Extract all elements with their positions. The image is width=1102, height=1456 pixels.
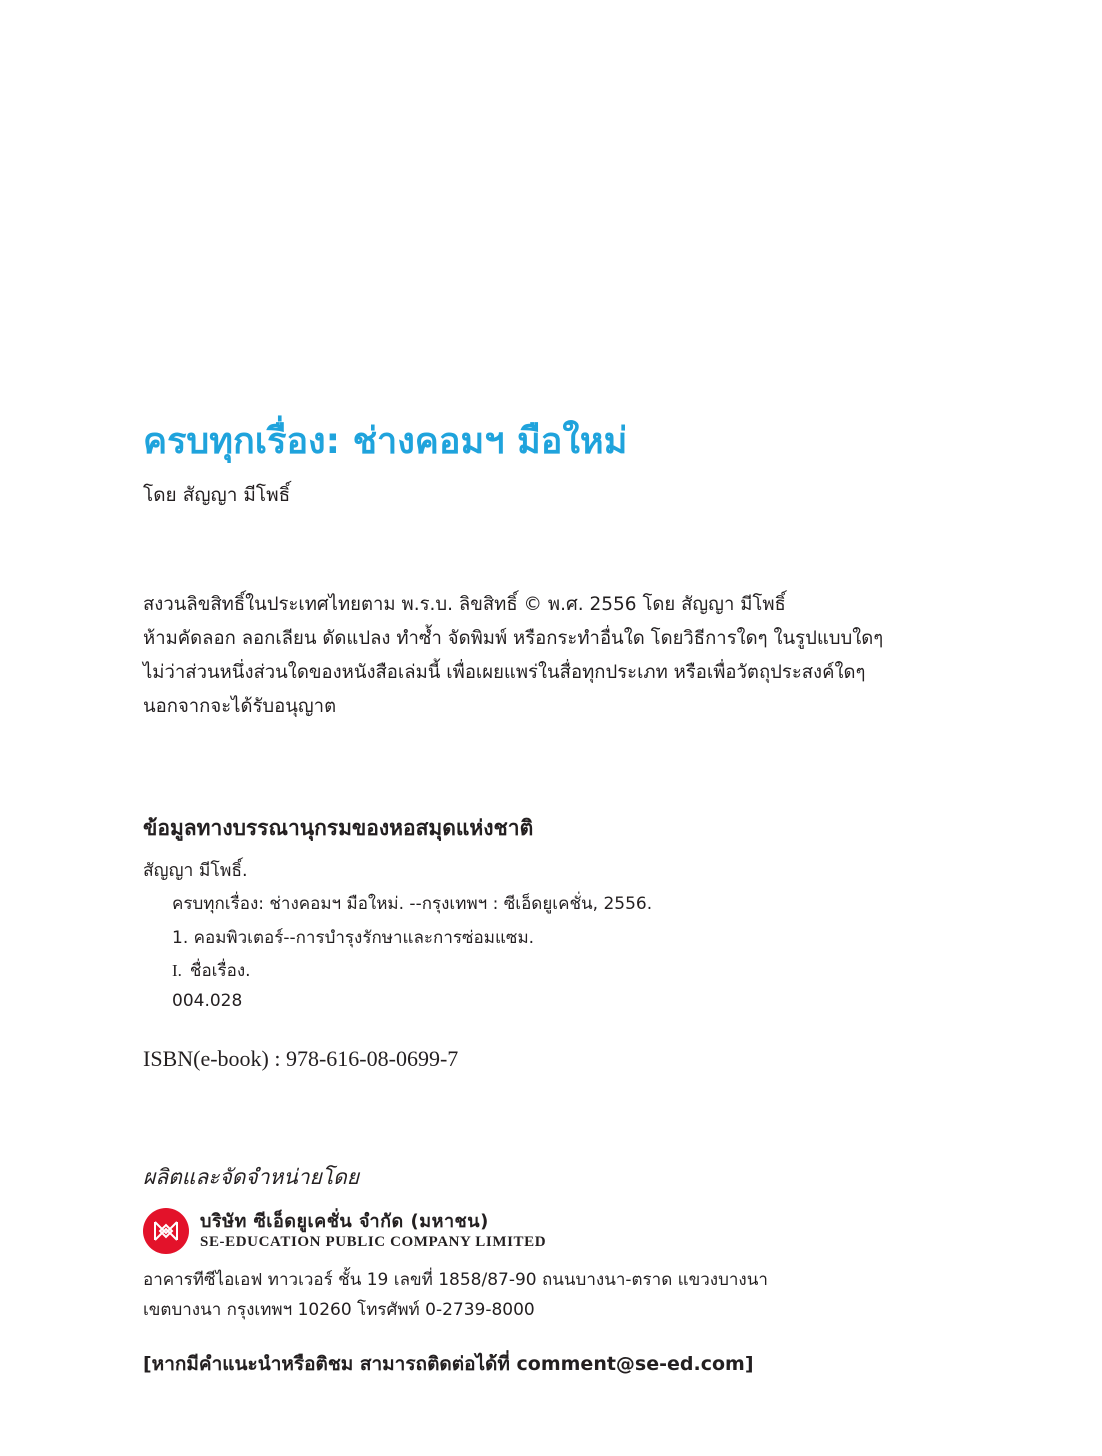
copyright-notice [143,588,883,724]
catalog-classification: 004.028 [172,991,243,1011]
book-title: ครบทุกเรื่อง: ช่างคอมฯ มือใหม่ [143,421,628,462]
catalog-author: สัญญา มีโพธิ์. [143,861,248,881]
copyright-line: นอกจากจะได้รับอนุญาต [143,696,337,717]
isbn: ISBN(e-book) : 978-616-08-0699-7 [143,1046,459,1071]
catalog-title-index [172,957,251,984]
copyright-line: สงวนลิขสิทธิ์ในประเทศไทยตาม พ.ร.บ. ลิขสิทธิ์ © พ.ศ. 2556 โดย สัญญา มีโพธิ์ [143,594,786,615]
catalog-subject: 1. คอมพิวเตอร์--การบำรุงรักษาและการซ่อมแซม. [172,928,535,948]
copyright-line: ไม่ว่าส่วนหนึ่งส่วนใดของหนังสือเล่มนี้ เพื่อเผยแพร่ในสื่อทุกประเภท หรือเพื่อวัตถุประสงค์ใดๆ [143,662,866,683]
publisher-address [143,1265,768,1325]
catalog-title-index-label: ชื่อเรื่อง. [189,961,251,981]
catalog-roman-numeral: I. [172,961,182,980]
catalog-title-entry: ครบทุกเรื่อง: ช่างคอมฯ มือใหม่. --กรุงเทพฯ : ซีเอ็ดยูเคชั่น, 2556. [172,894,653,914]
publisher-logo-icon [143,1208,189,1254]
copyright-line: ห้ามคัดลอก ลอกเลียน ดัดแปลง ทำซ้ำ จัดพิมพ์ หรือกระทำอื่นใด โดยวิธีการใดๆ ในรูปแบบใดๆ [143,628,884,649]
address-line: อาคารทีซีไอเอฟ ทาวเวอร์ ชั้น 19 เลขที่ 1858/87-90 ถนนบางนา-ตราด แขวงบางนา [143,1270,768,1290]
catalog-heading: ข้อมูลทางบรรณานุกรมของหอสมุดแห่งชาติ [143,815,534,840]
author-line: โดย สัญญา มีโพธิ์ [143,484,291,506]
feedback-contact: [หากมีคำแนะนำหรือติชม สามารถติดต่อได้ที่ comment@se-ed.com] [143,1353,754,1375]
publisher-name-thai: บริษัท ซีเอ็ดยูเคชั่น จำกัด (มหาชน) [200,1211,489,1232]
publisher-name-english: SE-EDUCATION PUBLIC COMPANY LIMITED [200,1234,547,1250]
address-line: เขตบางนา กรุงเทพฯ 10260 โทรศัพท์ 0-2739-8000 [143,1300,535,1320]
distributed-by-label: ผลิตและจัดจำหน่ายโดย [143,1165,360,1189]
